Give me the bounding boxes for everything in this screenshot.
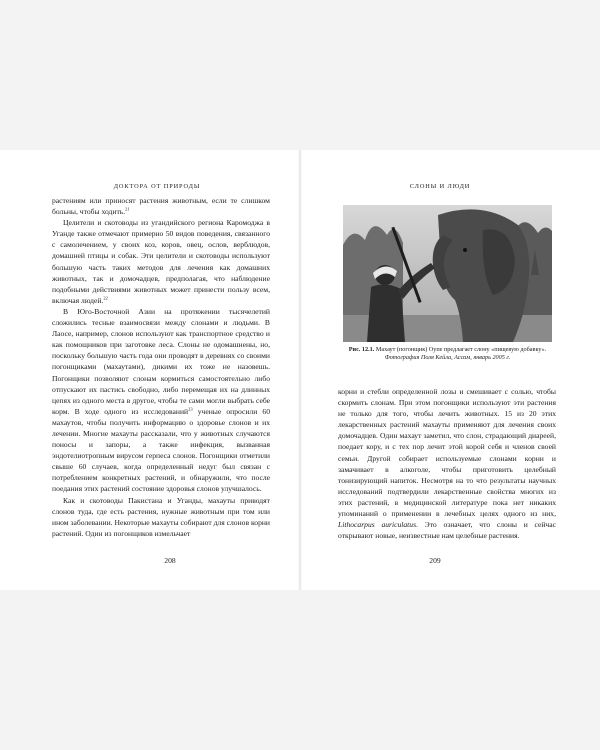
paragraph: Как и скотоводы Пакистана и Уганды, махауты приводят слонов туда, где есть растения, нужные животным при том или ином заболевании. Некоторые махауты собирают для слонов корни растений. Один из погонщиков измельчает (52, 495, 270, 538)
right-running-head: СЛОНЫ И ЛЮДИ (409, 183, 471, 190)
left-running-head: ДОКТОРА ОТ ПРИРОДЫ (113, 183, 201, 190)
species-name: Lithocarpus auriculatus (338, 520, 417, 530)
figure-credit: Фотография Поля Кейла, Ассам, январь 2005 г. (384, 354, 511, 361)
elephant-photo-image (343, 205, 552, 342)
paragraph: корни и стебли определенной лозы и смешивает с солью, чтобы скормить слонам. При этом погонщики используют эти растения не только для того, чтобы лечить животных. 15 из 20 этих лекарственных растений махауты применяют для лечения своих домочадцев. Один махаут заметил, что слон, страдающий диареей, поедает кору, и с тех пор лечит этой корой себя и членов своей семьи. Другой собирает используемые слонами корни и замачивает в алкоголе, чтобы приготовить целебный тонизирующий напиток. Несмотря на то что результаты научных исследований подтвердили лекарственные свойства многих из этих растений, в медицинской литературе пока нет никаких упоминаний о применении в лечебных целях одного из них, Lithocarpus auriculatus. Это означает, что слоны и сейчас открывают новые, неизвестные нам целебные растения. (338, 387, 556, 541)
page-number-right: 209 (429, 556, 441, 565)
elephant-photo (343, 205, 552, 342)
paragraph: В Юго-Восточной Азии на протяжении тысячелетий сложились тесные взаимосвязи между слонами и людьми. В Лаосе, например, слонов используют как транспортное средство и как помощников при заготовке леса. Слоны не одомашнены, но, поскольку большую часть года они проводят в деревнях со своими погонщиками (махаутами), дикими их тоже не назовешь. Погонщики позволяют слонам кормиться самостоятельно либо отпускают их пастись свободно, либо перемещая их на длинных цепях из одного места в другое, чтобы те сами могли выбрать себе корм. В ходе одного из исследований$^{23}$ ученые опросили 60 махаутов, чтобы получить информацию о здоровье слонов и их лечении. Многие махауты рассказали, что у животных случаются поносы и запоры, а также инфекция, вызванная эндотелиотропным вирусом герпеса слонов. Погонщики отметили свыше 60 случаев, когда определенный недуг был связан с потреблением конкретных растений, и обнаружили, что после поедания этих растений состояние здоровья слонов улучшалось. (52, 306, 270, 494)
figure-caption (343, 346, 552, 362)
figure-label: Рис. 12.1. (348, 346, 375, 353)
footnote-ref: 21 (125, 206, 130, 212)
paragraph: растениям или приносят растения животным, если те слишком больны, чтобы ходить.$^{21}$ (52, 196, 270, 217)
paragraph: Целители и скотоводы из угандийского региона Каромоджа в Уганде также отмечают примерно 50 видов поведения, связанного с самолечением, у своих коз, коров, овец, ослов, верблюдов, домашней птицы и собак. Эти целители и скотоводы используют большую часть таких методов для лечения как домашних животных, так и домочадцев, предполагая, что наблюдение подобными действиями животных может принести пользу всем, включая людей.$^{22}$ (52, 218, 270, 305)
left-text-block (52, 195, 270, 539)
footnote-ref: 22 (103, 295, 108, 301)
page-number-left: 208 (164, 556, 176, 565)
right-text-block (338, 386, 556, 541)
figure-caption-text: Махаут (погонщик) Оупе предлагает слону «пищевую добавку». (375, 346, 547, 353)
footnote-ref: 23 (188, 406, 193, 412)
book-gutter (298, 150, 302, 590)
